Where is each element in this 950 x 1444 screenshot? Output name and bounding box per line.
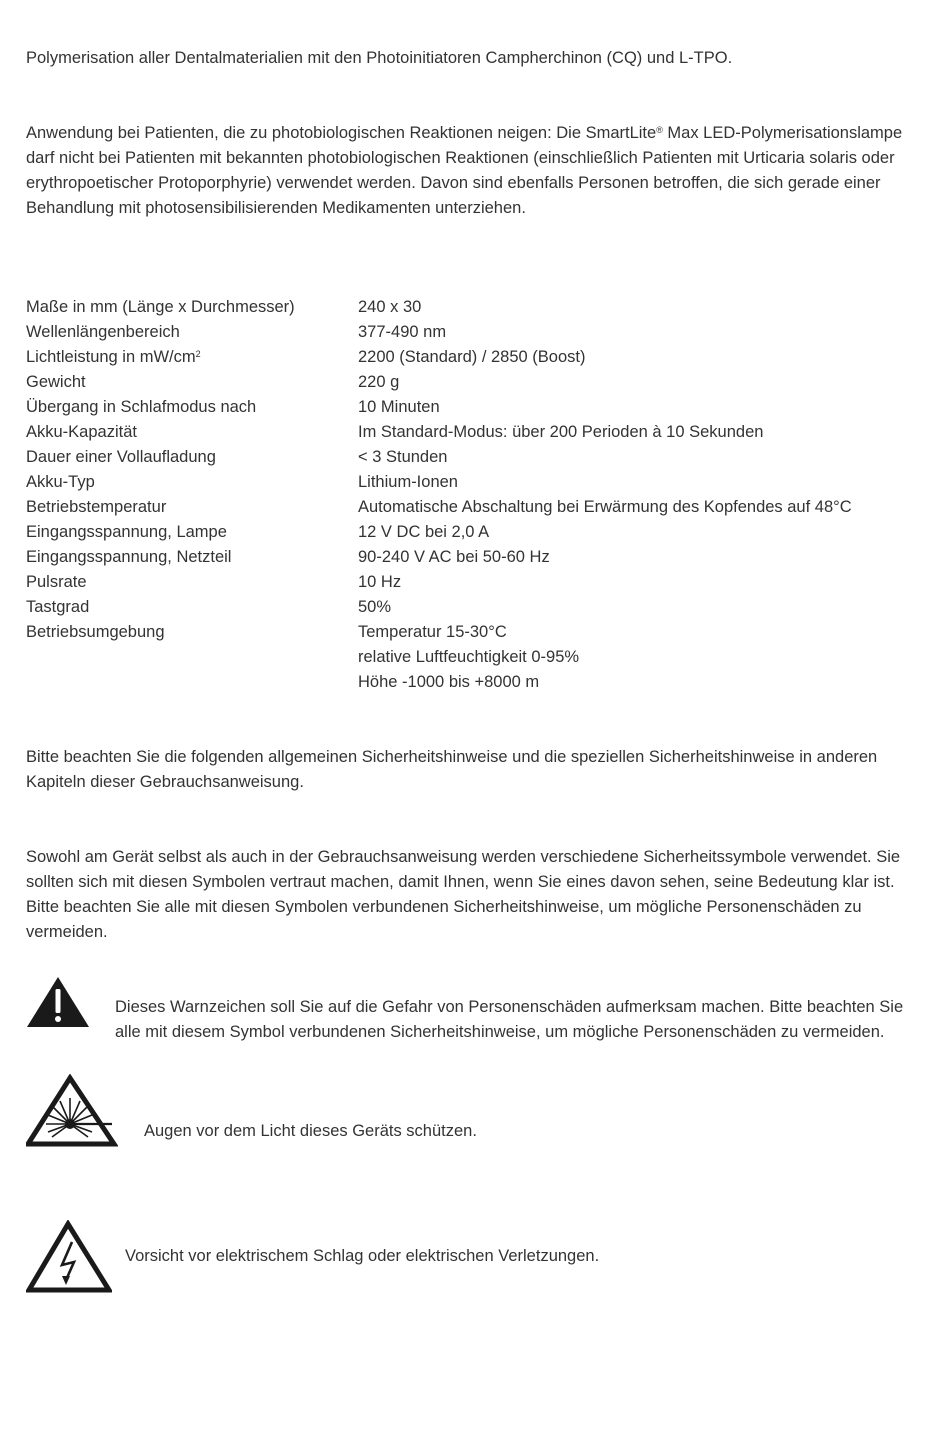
spec-value: 10 Minuten — [358, 398, 440, 416]
spec-row — [26, 595, 926, 620]
spec-value: 377-490 nm — [358, 323, 447, 341]
symbols-intro-paragraph: Sowohl am Gerät selbst als auch in der Gebrauchsanweisung werden verschiedene Sicherheitssymbole verwendet. Sie sollten sich mit diesen Symbolen vertraut machen, damit Ihnen, wenn Sie eines davon sehen, seine Bedeutung klar ist. Bitte beachten Sie alle mit diesen Symbolen verbundenen Sicherheitshinweise, um mögliche Personenschäden zu vermeiden. — [26, 848, 901, 941]
spec-label: Maße in mm (Länge x Durchmesser) — [26, 298, 295, 316]
spec-row — [26, 520, 926, 545]
contraindication-text-end: Max LED-Polymerisationslampe darf nicht bei Patienten mit bekannten photobiologischen Reaktionen (einschließlich Patienten mit Urticaria solaris oder erythropoetischer Protoporphyrie) verwendet werden. Davon sind ebenfalls Personen betroffen, die sich gerade einer Behandlung mit photosensibilisierenden Medikamenten unterziehen. — [26, 124, 903, 217]
warning-triangle-icon — [26, 976, 90, 1030]
spec-row — [26, 545, 926, 570]
spec-value: 2200 (Standard) / 2850 (Boost) — [358, 348, 586, 366]
spec-label — [26, 345, 358, 370]
spec-value: Im Standard-Modus: über 200 Perioden à 10 Sekunden — [358, 423, 764, 441]
spec-value: < 3 Stunden — [358, 448, 448, 466]
spec-value: relative Luftfeuchtigkeit 0-95% — [358, 648, 580, 666]
spec-row — [26, 495, 926, 520]
contraindication-paragraph — [26, 121, 926, 221]
spec-label: Wellenlängenbereich — [26, 323, 180, 341]
spec-label: Eingangsspannung, Netzteil — [26, 548, 232, 566]
spec-row — [26, 570, 926, 595]
contraindication-text-start: Anwendung bei Patienten, die zu photobiologischen Reaktionen neigen: Die SmartLite — [26, 124, 657, 142]
spec-row — [26, 320, 926, 345]
spec-label: Akku-Kapazität — [26, 423, 137, 441]
spec-row — [26, 370, 926, 395]
spec-row — [26, 470, 926, 495]
laser-symbol-text: Augen vor dem Licht dieses Geräts schützen. — [144, 1122, 477, 1140]
spec-label: Betriebstemperatur — [26, 498, 167, 516]
spec-value: 240 x 30 — [358, 298, 422, 316]
superscript-two: 2 — [195, 349, 201, 359]
spec-row — [26, 445, 926, 470]
technical-data-table — [26, 295, 926, 695]
spec-row — [26, 295, 926, 320]
spec-value: 12 V DC bei 2,0 A — [358, 523, 490, 541]
spec-value: Höhe -1000 bis +8000 m — [358, 673, 540, 691]
spec-row — [26, 620, 926, 695]
warning-symbol-text: Dieses Warnzeichen soll Sie auf die Gefahr von Personenschäden aufmerksam machen. Bitte beachten Sie alle mit diesem Symbol verbundenen Sicherheitshinweise, um mögliche Personenschäden zu vermeiden. — [115, 998, 904, 1041]
spec-value: 220 g — [358, 373, 400, 391]
spec-value: Temperatur 15-30°C — [358, 623, 507, 641]
spec-label: Übergang in Schlafmodus nach — [26, 398, 257, 416]
spec-label: Akku-Typ — [26, 473, 95, 491]
laser-radiation-icon — [26, 1074, 118, 1148]
spec-label: Betriebsumgebung — [26, 623, 165, 641]
electric-shock-icon — [26, 1220, 112, 1294]
spec-row — [26, 345, 926, 370]
spec-row — [26, 395, 926, 420]
registered-mark: ® — [656, 125, 663, 135]
spec-value: 90-240 V AC bei 50-60 Hz — [358, 548, 550, 566]
electric-symbol-text: Vorsicht vor elektrischem Schlag oder elektrischen Verletzungen. — [125, 1247, 600, 1265]
indication-paragraph: Polymerisation aller Dentalmaterialien mit den Photoinitiatoren Campherchinon (CQ) und L-TPO. — [26, 49, 733, 67]
general-safety-paragraph: Bitte beachten Sie die folgenden allgemeinen Sicherheitshinweise und die speziellen Sicherheitshinweise in anderen Kapiteln dieser Gebrauchsanweisung. — [26, 748, 878, 791]
spec-row — [26, 420, 926, 445]
spec-value: Automatische Abschaltung bei Erwärmung des Kopfendes auf 48°C — [358, 498, 852, 516]
spec-value: 50% — [358, 598, 392, 616]
spec-value: 10 Hz — [358, 573, 402, 591]
spec-label: Dauer einer Vollaufladung — [26, 448, 216, 466]
spec-label: Eingangsspannung, Lampe — [26, 523, 227, 541]
spec-label: Tastgrad — [26, 598, 90, 616]
spec-label: Gewicht — [26, 373, 86, 391]
spec-value: Lithium-Ionen — [358, 473, 458, 491]
spec-label: Pulsrate — [26, 573, 87, 591]
spec-label-text: Lichtleistung in mW/cm — [26, 348, 196, 366]
